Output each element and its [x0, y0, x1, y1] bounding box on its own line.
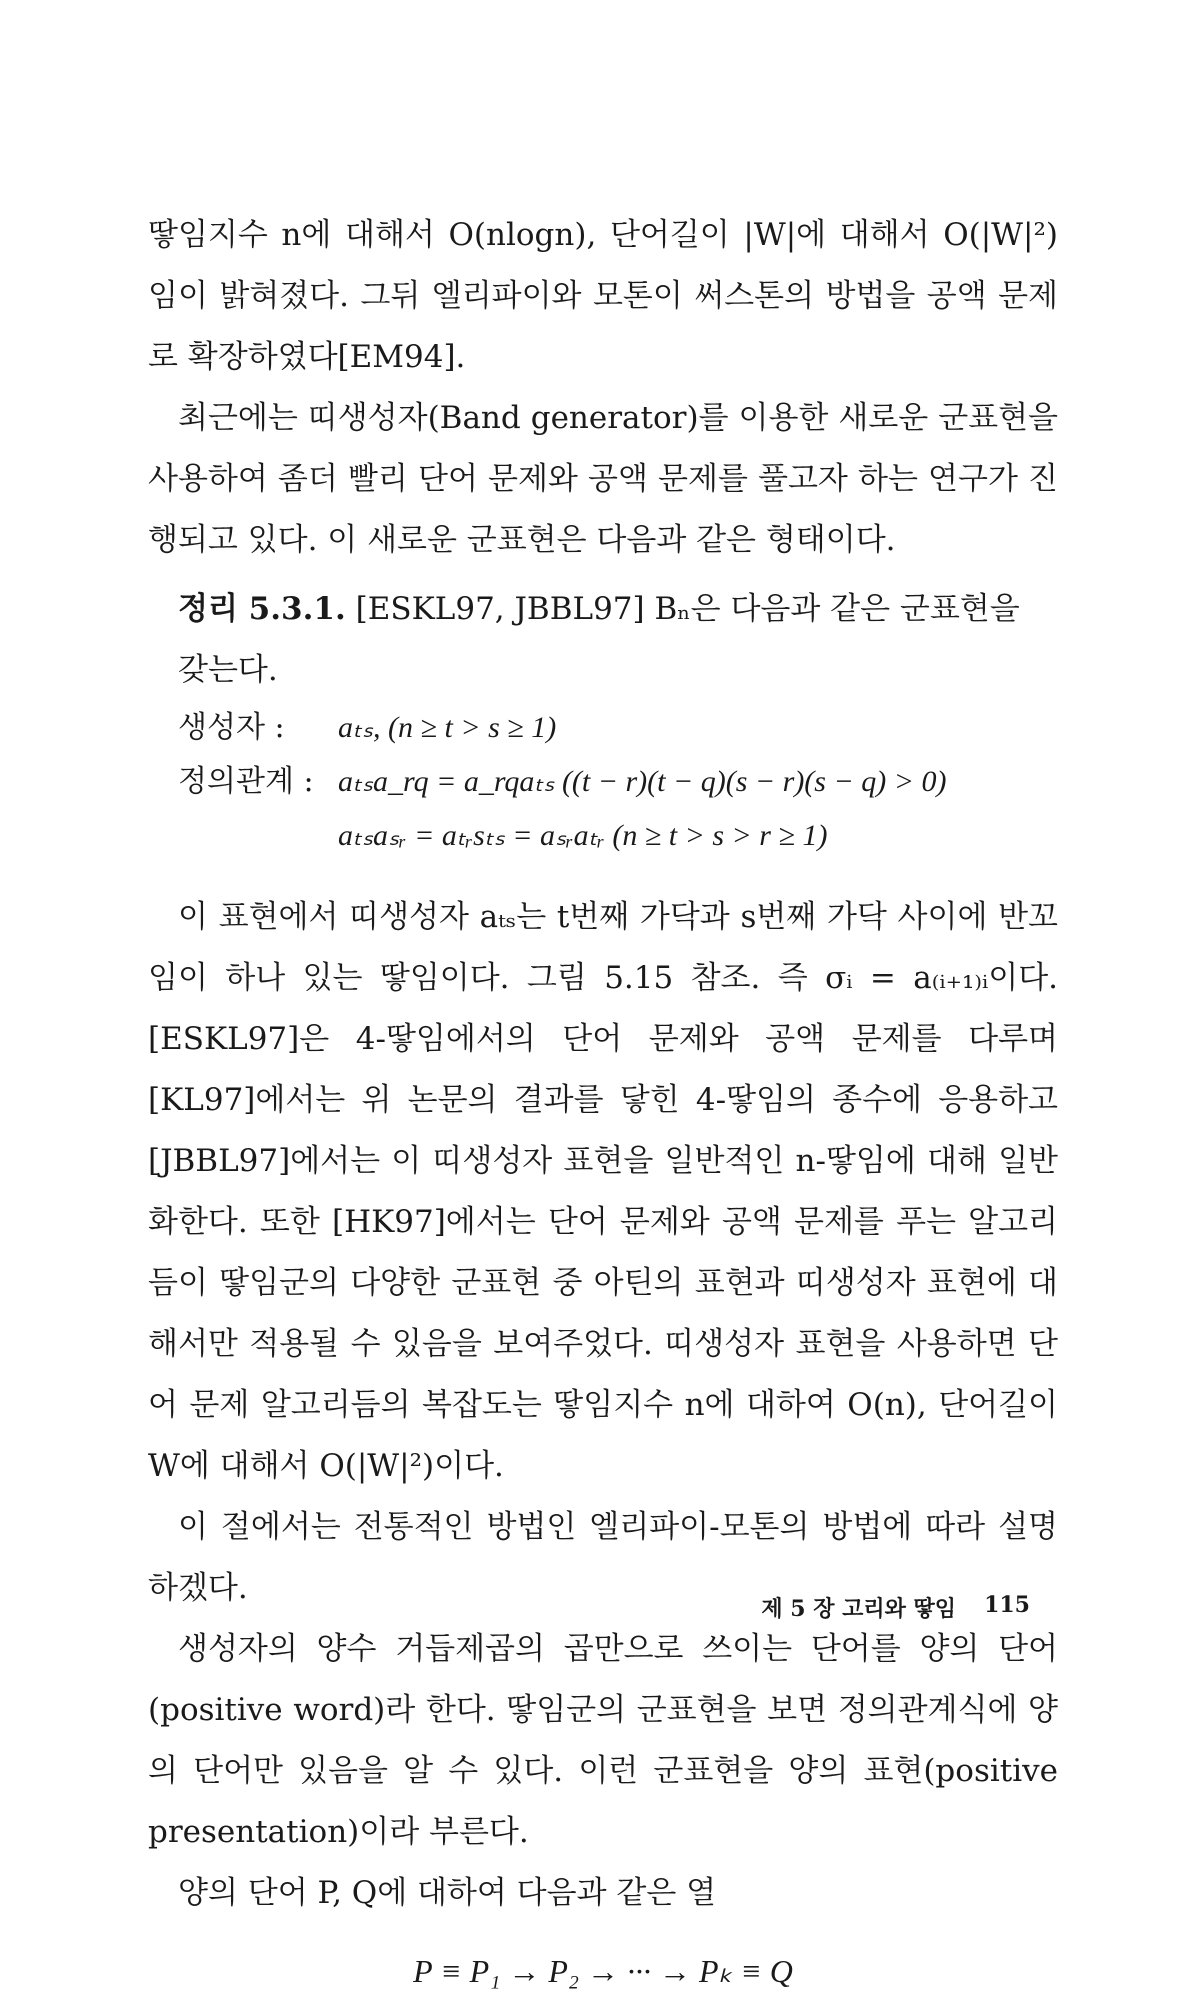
paragraph-5: 생성자의 양수 거듭제곱의 곱만으로 쓰이는 단어를 양의 단어 (positive word)라 한다. 땋임군의 군표현을 보면 정의관계식에 양의 단어만 있음을 알 수 있다. 이런 군표현을 양의 표현(positive presentation)이라 부른다.	[148, 1631, 1058, 1850]
generator-row	[178, 701, 1058, 755]
theorem-label: 정리 5.3.1.	[178, 591, 346, 627]
theorem	[178, 579, 1058, 701]
relation-value-1: aₜₛa_rq = a_rqaₜₛ ((t − r)(t − q)(s − r)(s − q) > 0)	[338, 765, 947, 798]
paragraph-3: 이 표현에서 띠생성자 aₜₛ는 t번째 가닥과 s번째 가닥 사이에 반꼬임이 하나 있는 땋임이다. 그림 5.15 참조. 즉 σᵢ = a₍ᵢ₊₁₎ᵢ이다. [ESKL97]은 4-땋임에서의 단어 문제와 공액 문제를 다루며 [KL97]에서는 위 논문의 결과를 닿힌 4-땋임의 종수에 응용하고 [JBBL97]에서는 이 띠생성자 표현을 일반적인 n-땋임에 대해 일반화한다. 또한 [HK97]에서는 단어 문제와 공액 문제를 푸는 알고리듬이 땋임군의 다양한 군표현 중 아틴의 표현과 띠생성자 표현에 대해서만 적용될 수 있음을 보여주었다. 띠생성자 표현을 사용하면 단어 문제 알고리듬의 복잡도는 땋임지수 n에 대하여 O(n), 단어길이 W에 대해서 O(|W|²)이다.	[148, 899, 1058, 1484]
generator-key: 생성자 :	[178, 710, 285, 745]
paragraph-4: 이 절에서는 전통적인 방법인 엘리파이-모톤의 방법에 따라 설명하겠다.	[148, 1509, 1058, 1606]
text-block	[148, 205, 1058, 2006]
display-formula: P ≡ P₁ → P₂ → ··· → Pₖ ≡ Q	[413, 1953, 793, 1989]
relation-value-2: aₜₛaₛᵣ = aₜᵣsₜₛ = aₛᵣaₜᵣ (n ≥ t > s > r ≥ 1)	[338, 819, 828, 852]
relation-row-1	[178, 755, 1058, 809]
chapter-title: 제 5 장 고리와 땋임	[761, 1596, 957, 1622]
paragraph-1: 땋임지수 n에 대해서 O(nlogn), 단어길이 |W|에 대해서 O(|W|²)임이 밝혀졌다. 그뒤 엘리파이와 모톤이 써스톤의 방법을 공액 문제로 확장하였다[EM94].	[148, 217, 1058, 375]
paragraph-2: 최근에는 띠생성자(Band generator)를 이용한 새로운 군표현을 사용하여 좀더 빨리 단어 문제와 공액 문제를 풀고자 하는 연구가 진행되고 있다. 이 새로운 군표현은 다음과 같은 형태이다.	[148, 400, 1058, 558]
relation-row-2	[338, 809, 1058, 863]
paragraph-6: 양의 단어 P, Q에 대하여 다음과 같은 열	[178, 1875, 717, 1911]
relation-key: 정의관계 :	[178, 764, 314, 799]
theorem-text: [ESKL97, JBBL97] Bₙ은 다음과 같은 군표현을 갖는다.	[178, 591, 1020, 688]
generator-value: aₜₛ, (n ≥ t > s ≥ 1)	[338, 711, 557, 744]
page-footer	[761, 1592, 1030, 1623]
page-number: 115	[984, 1592, 1030, 1618]
